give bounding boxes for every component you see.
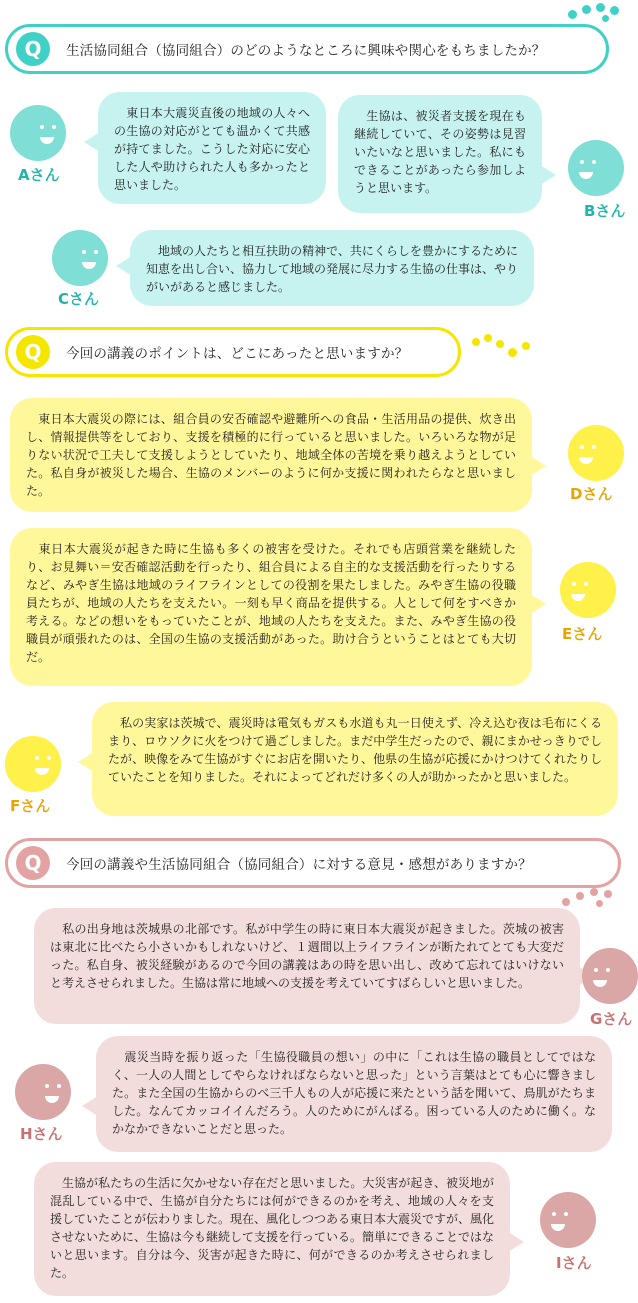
comment-text: 東日本大震災が起きた時に生協も多くの被害を受けた。それでも店頭営業を継続したり、お見舞い＝安否確認活動を行ったり、組合員による自主的な支援活動を行ったりするなど、みやぎ生協は地域のライフラインとしての役割を果たしました。みやぎ生協の役職員たちが、地域の人たちを支えたい。一刻も早く商品を提供する。人として何をすべきか考える。などの想いをもっていたことが、地域の人たちを支えた。また、みやぎ生協の役職員が頑張れたのは、全国の生協の支援活動があった。助け合うということはとても大切だ。 (26, 542, 516, 664)
avatar-h (15, 1064, 71, 1120)
question-bar-1 (5, 24, 609, 74)
avatar-b (568, 140, 624, 196)
avatar-c (52, 230, 108, 286)
question-text: 今回の講義のポイントは、どこにあったと思いますか？ (66, 346, 409, 362)
comment-bubble-c (130, 230, 534, 306)
avatar-i (540, 1192, 596, 1248)
avatar-e (560, 562, 616, 618)
commenter-name: Aさん (18, 166, 60, 184)
commenter-name: Iさん (556, 1254, 592, 1272)
comment-text: 震災当時を振り返った「生協役職員の想い」の中に「これは生協の職員としてではなく、一人の人間としてやらなければならないと思った」という言葉はとても心に響きました。また全国の生協からのべ三千人もの人が応援に来たという話を聞いて、鳥肌がたちました。なんてカッコイイんだろう。人のためにがんばる。困っている人のために働く。なかなかできないことだと思った。 (112, 1050, 596, 1136)
q-icon: Q (16, 335, 50, 369)
commenter-name: Fさん (10, 797, 51, 815)
question-text: 今回の講義や生活協同組合（協同組合）に対する意見・感想がありますか？ (66, 857, 532, 873)
comment-bubble-i (34, 1162, 510, 1296)
question-text: 生活協同組合（協同組合）のどのようなところに興味や関心をもちましたか？ (66, 43, 546, 59)
commenter-name: Bさん (584, 202, 626, 220)
avatar-a (10, 105, 66, 161)
comment-text: 生協は、被災者支援を現在も継続していて、その姿勢は見習いたいなと思いました。私にもできることがあったら参加しようと思います。 (354, 109, 526, 195)
question-bar-2 (5, 327, 461, 377)
comment-text: 生協が私たちの生活に欠かせない存在だと思いました。大災害が起き、被災地が混乱している中で、生協が自分たちには何ができるのかを考え、地域の人々を支援していたことが伝わりました。現在、風化しつつある東日本大震災ですが、風化させないために、生協は今も継続して支援を行っている。簡単にできることではないと思います。自分は今、災害が起きた時に、何ができるのか考えさせられました。 (50, 1176, 495, 1280)
comment-text: 私の出身地は茨城県の北部です。私が中学生の時に東日本大震災が起きました。茨城の被害は東北に比べたら小さいかもしれないけど、１週間以上ライフラインが断たれてとても大変だった。私自身、被災経験があるので今回の講義はあの時を思い出し、改めて忘れてはいけないと考えさせられました。生協は常に地域への支援を考えていてすばらしいと思いました。 (50, 922, 564, 990)
comment-bubble-d (10, 398, 532, 512)
q-icon: Q (16, 846, 50, 880)
decorative-dots (560, 0, 630, 25)
comment-bubble-e (10, 528, 532, 686)
comment-bubble-a (98, 92, 326, 204)
comment-bubble-f (92, 702, 618, 816)
commenter-name: Dさん (570, 485, 613, 503)
decorative-dots (556, 886, 626, 912)
comment-bubble-g (34, 908, 580, 1024)
comment-bubble-b (338, 95, 542, 213)
avatar-g (582, 948, 638, 1004)
commenter-name: Eさん (562, 625, 603, 643)
avatar-d (568, 425, 624, 481)
comment-text: 東日本大震災の際には、組合員の安否確認や避難所への食品・生活用品の提供、炊き出し、情報提供等をしており、支援を積極的に行っていると思いました。いろいろな物が足りない状況で工夫して支援しようとしていたり、地域全体の苦境を乗り越えようとしていた。私自身が被災した場合、生協のメンバーのように何か支援に関われたらなと思いました。 (26, 412, 516, 498)
q-icon: Q (16, 32, 50, 66)
decorative-dots (468, 330, 538, 360)
avatar-f (5, 736, 61, 792)
comment-text: 東日本大震災直後の地域の人々への生協の対応がとても温かくて共感が持てました。こうした対応に安心した人や助けられた人も多かったと思いました。 (114, 106, 310, 192)
commenter-name: Hさん (20, 1125, 63, 1143)
commenter-name: Gさん (590, 1010, 633, 1028)
comment-text: 地域の人たちと相互扶助の精神で、共にくらしを豊かにするために知恵を出し合い、協力して地域の発展に尽力する生協の仕事は、やりがいがあると感じました。 (146, 244, 519, 294)
question-bar-3 (5, 838, 621, 888)
comment-text: 私の実家は茨城で、震災時は電気もガスも水道も丸一日使えず、冷え込む夜は毛布にくるまり、ロウソクに火をつけて過ごしました。まだ中学生だったので、親にまかせっきりでしたが、映像をみて生協がすぐにお店を開いたり、他県の生協が応援にかけつけてくれたりしていたことを知りました。それによってどれだけ多くの人が助かったかと思いました。 (108, 716, 602, 784)
comment-bubble-h (96, 1036, 612, 1152)
commenter-name: Cさん (58, 290, 100, 308)
